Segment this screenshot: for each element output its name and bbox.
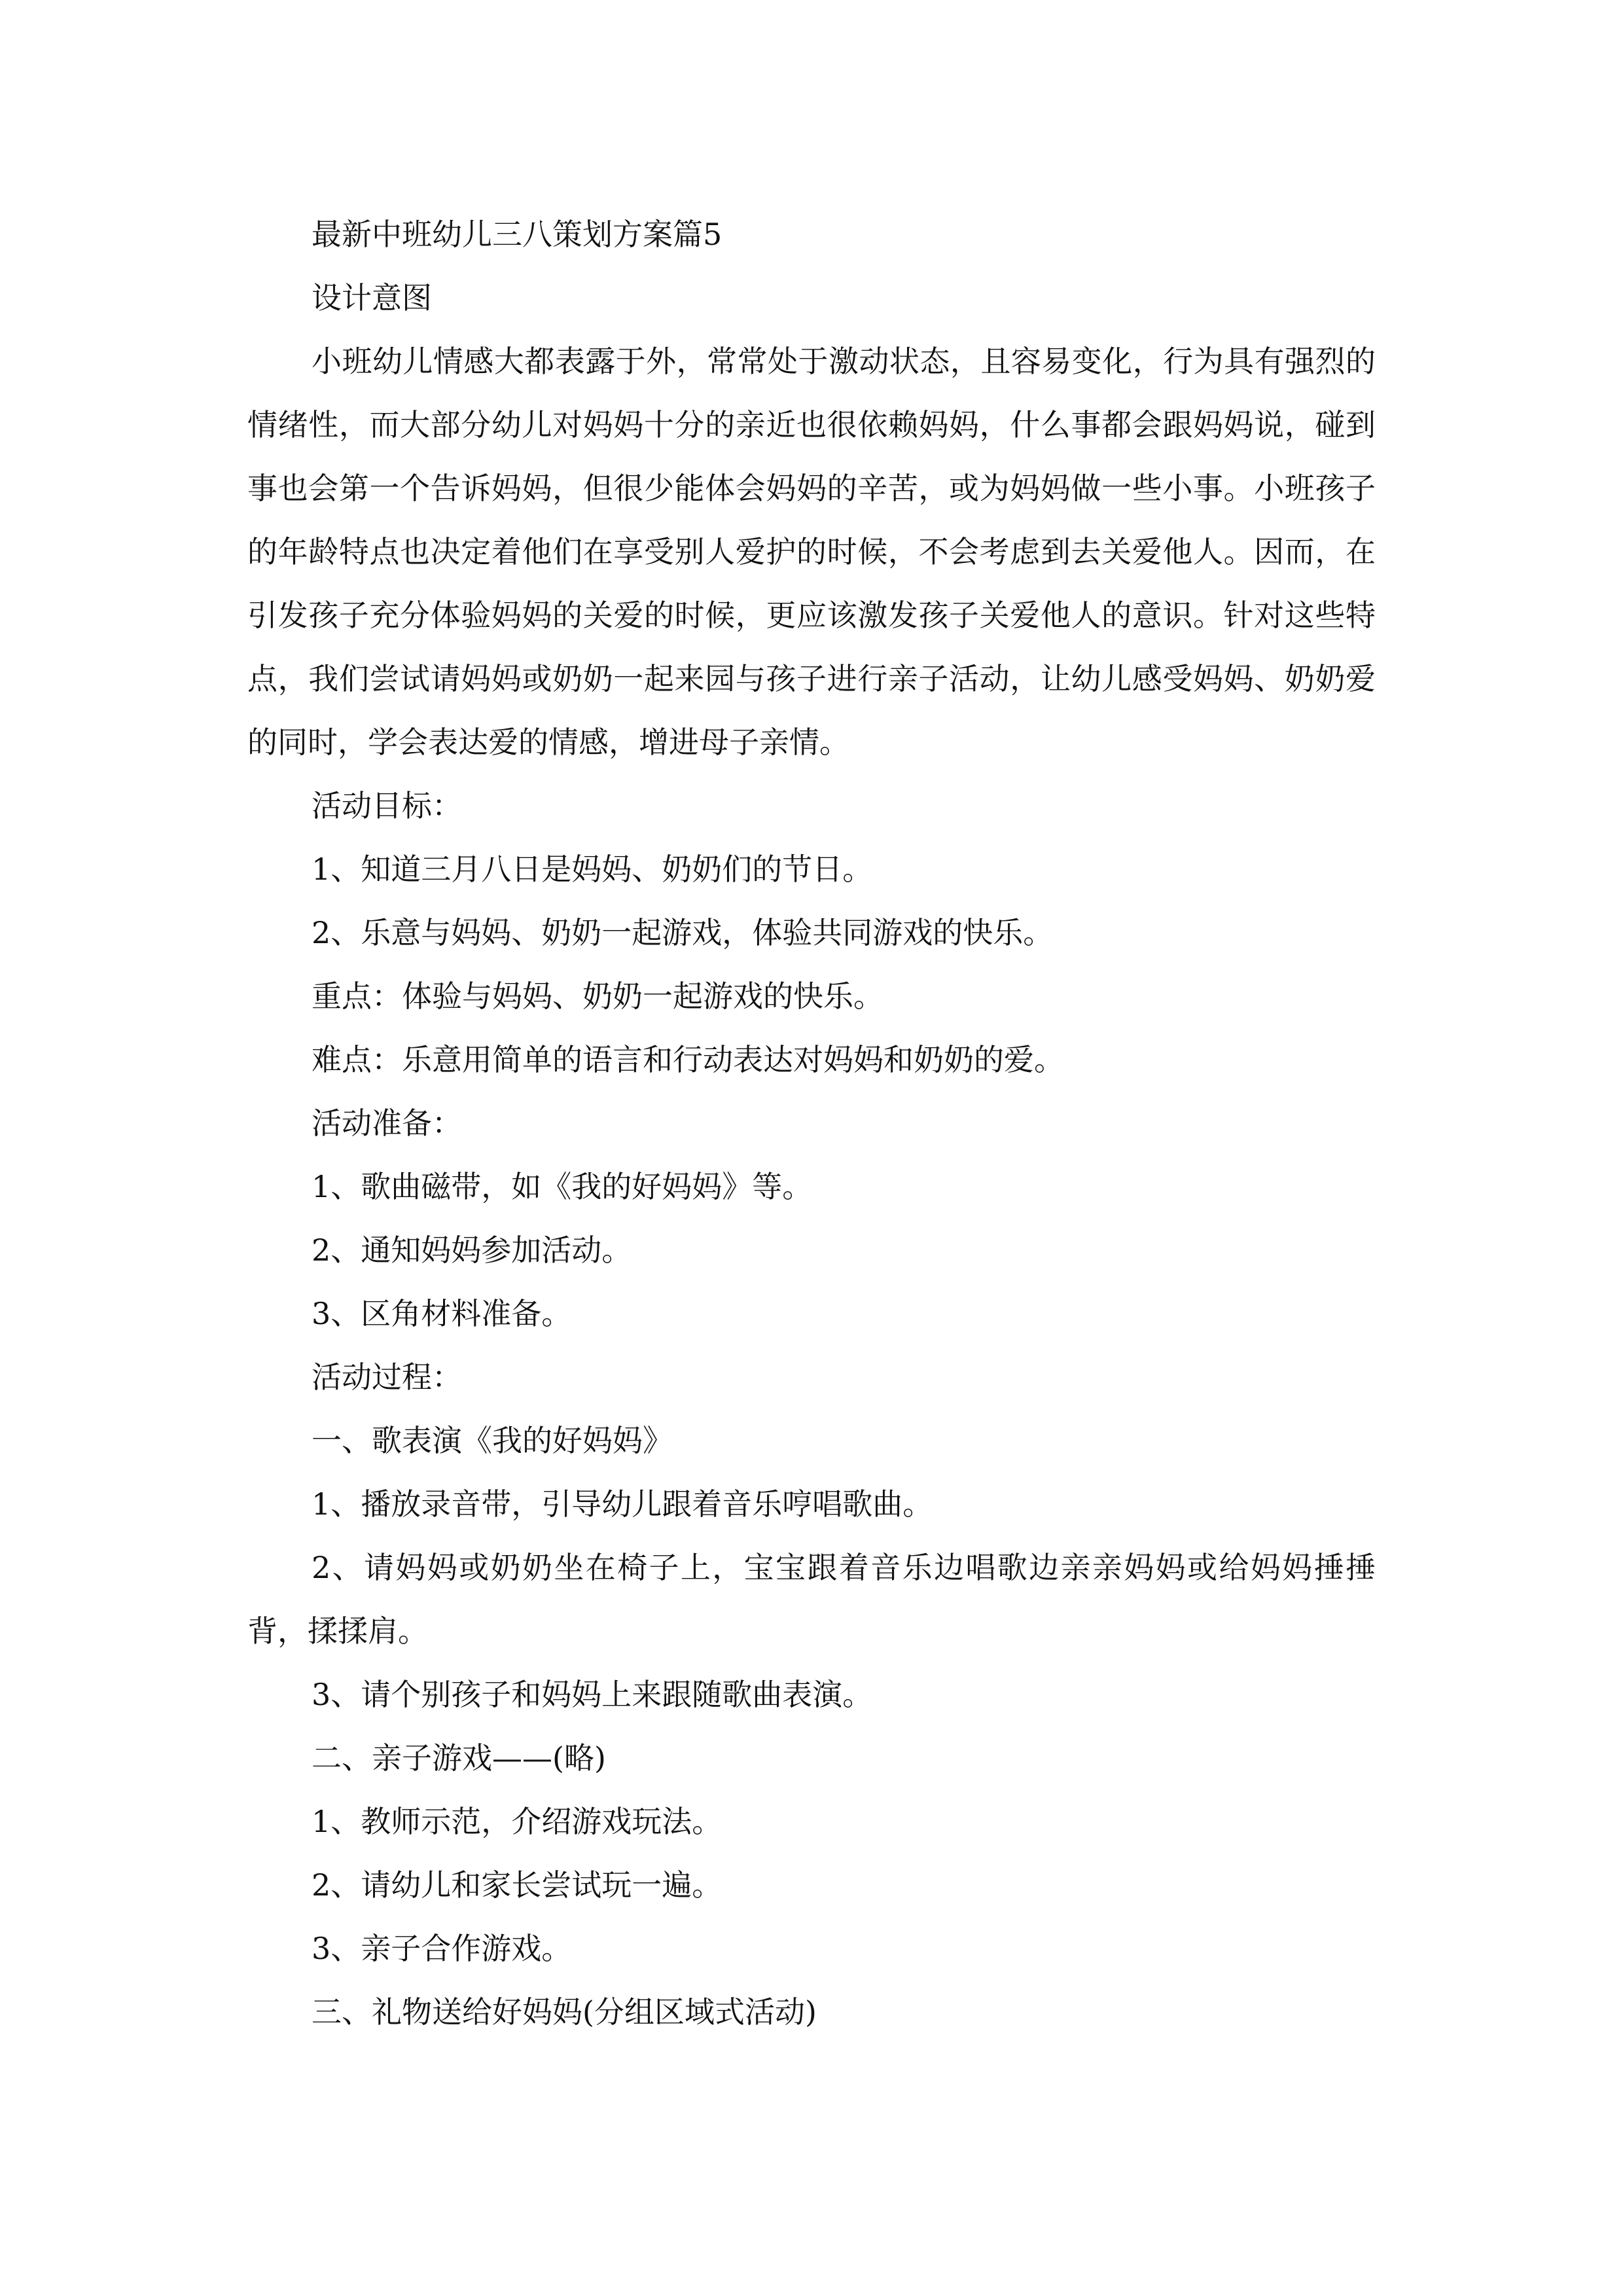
- section2-item-2: 2、请幼儿和家长尝试玩一遍。: [312, 1867, 722, 1903]
- section2-item-1: 1、教师示范，介绍游戏玩法。: [312, 1804, 722, 1839]
- section2-item-3: 3、亲子合作游戏。: [312, 1931, 572, 1966]
- section1-item-1: 1、播放录音带，引导幼儿跟着音乐哼唱歌曲。: [312, 1486, 933, 1522]
- section1-item-3: 3、请个别孩子和妈妈上来跟随歌曲表演。: [312, 1677, 873, 1712]
- prep-heading: 活动准备：: [312, 1105, 462, 1141]
- section1-item-2: 2、请妈妈或奶奶坐在椅子上，宝宝跟着音乐边唱歌边亲亲妈妈或给妈妈捶捶背，揉揉肩。: [247, 1550, 1376, 1649]
- difficulty-point: 难点：乐意用简单的语言和行动表达对妈妈和奶奶的爱。: [312, 1042, 1064, 1077]
- process-heading: 活动过程：: [312, 1359, 462, 1395]
- goal-item-1: 1、知道三月八日是妈妈、奶奶们的节日。: [312, 852, 873, 887]
- goals-heading: 活动目标：: [312, 788, 462, 823]
- section3-heading: 三、礼物送给好妈妈(分组区域式活动): [312, 1994, 817, 2030]
- key-point: 重点：体验与妈妈、奶奶一起游戏的快乐。: [312, 978, 883, 1014]
- goal-item-2: 2、乐意与妈妈、奶奶一起游戏，体验共同游戏的快乐。: [312, 915, 1054, 950]
- prep-item-2: 2、通知妈妈参加活动。: [312, 1232, 632, 1268]
- prep-item-1: 1、歌曲磁带，如《我的好妈妈》等。: [312, 1169, 813, 1204]
- prep-item-3: 3、区角材料准备。: [312, 1296, 572, 1331]
- section2-heading: 二、亲子游戏——(略): [312, 1740, 606, 1776]
- design-paragraph: 小班幼儿情感大都表露于外，常常处于激动状态，且容易变化，行为具有强烈的情绪性，而大部分幼儿对妈妈十分的亲近也很依赖妈妈，什么事都会跟妈妈说，碰到事也会第一个告诉妈妈，但很少能体会妈妈的辛苦，或为妈妈做一些小事。小班孩子的年龄特点也决定着他们在享受别人爱护的时候，不会考虑到去关爱他人。因而，在引发孩子充分体验妈妈的关爱的时候，更应该激发孩子关爱他人的意识。针对这些特点，我们尝试请妈妈或奶奶一起来园与孩子进行亲子活动，让幼儿感受妈妈、奶奶爱的同时，学会表达爱的情感，增进母子亲情。: [247, 344, 1376, 760]
- document-title: 最新中班幼儿三八策划方案篇5: [312, 217, 722, 252]
- design-heading: 设计意图: [312, 280, 432, 315]
- section1-heading: 一、歌表演《我的好妈妈》: [312, 1423, 673, 1458]
- document-body: [247, 203, 1376, 2044]
